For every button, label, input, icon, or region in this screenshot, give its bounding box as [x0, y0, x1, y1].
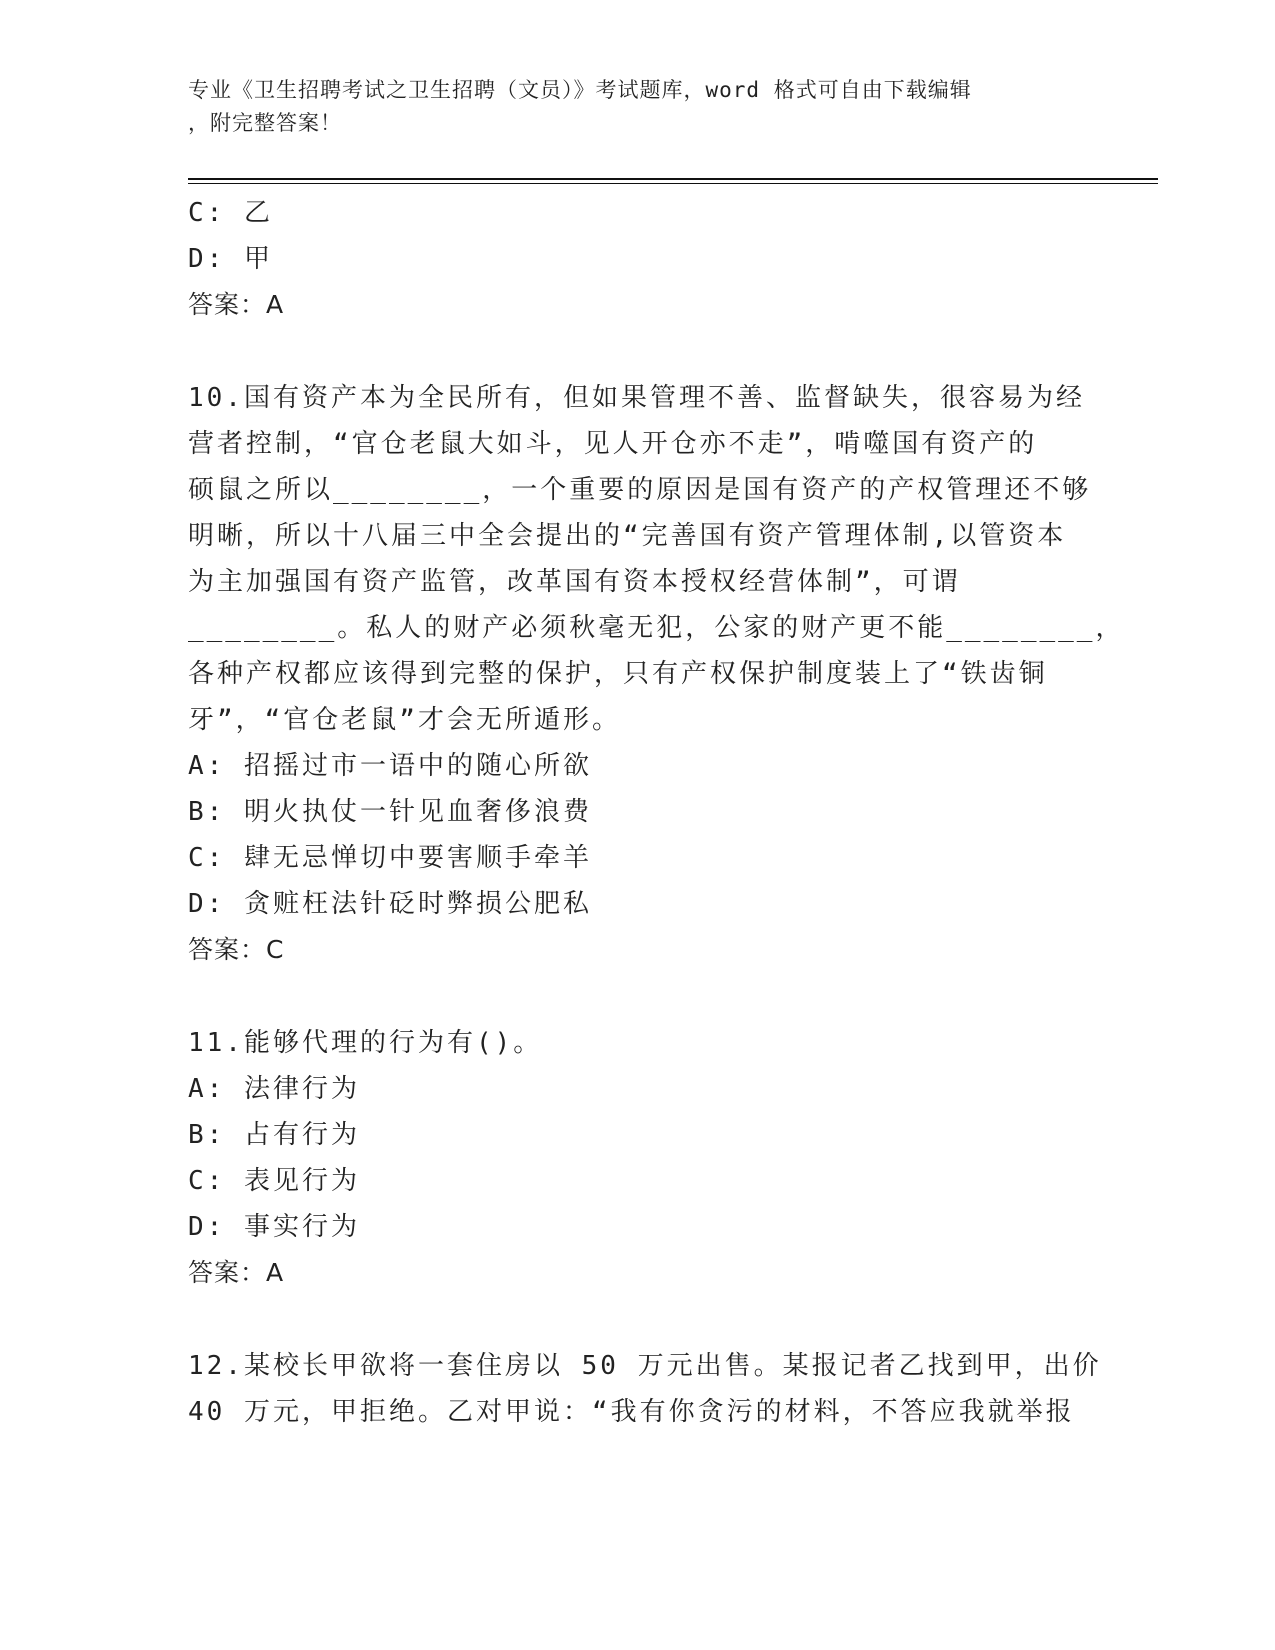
question-11-answer: 答案：A [188, 1258, 285, 1287]
option-d: D: 甲 [188, 244, 273, 274]
question-10-text-line: 硕鼠之所以________，一个重要的原因是国有资产的产权管理还不够 [188, 475, 1092, 505]
question-11 [188, 1020, 1088, 1296]
option-b: B: 占有行为 [188, 1120, 360, 1150]
question-10-text-line: ________。私人的财产必须秋毫无犯，公家的财产更不能________， [188, 613, 1125, 643]
option-c: C: 乙 [188, 198, 273, 228]
option-d: D: 贪赃枉法针砭时弊损公肥私 [188, 889, 592, 919]
page-header [188, 74, 1088, 140]
question-10-text-line: 明晰，所以十八届三中全会提出的“完善国有资产管理体制,以管资本 [188, 521, 1067, 551]
document-body [188, 190, 1125, 1435]
question-9-answer: 答案：A [188, 290, 285, 319]
question-11-options [188, 1066, 1088, 1250]
question-10 [188, 375, 1125, 973]
header-line-2: ，附完整答案！ [188, 111, 342, 135]
question-10-answer: 答案：C [188, 935, 285, 964]
question-12-text-line: 40 万元，甲拒绝。乙对甲说：“我有你贪污的材料，不答应我就举报 [188, 1397, 1075, 1427]
spacer [188, 973, 1088, 1020]
option-c: C: 肆无忌惮切中要害顺手牵羊 [188, 843, 592, 873]
question-9-options [188, 190, 1088, 282]
option-b: B: 明火执仗一针见血奢侈浪费 [188, 797, 592, 827]
question-10-options [188, 743, 1088, 927]
spacer [188, 1296, 1088, 1343]
question-10-text-line: 营者控制，“官仓老鼠大如斗，见人开仓亦不走”，啃噬国有资产的 [188, 429, 1038, 459]
spacer [188, 328, 1088, 375]
question-10-text-line: 为主加强国有资产监管，改革国有资本授权经营体制”，可谓 [188, 567, 961, 597]
question-10-text-line: 牙”，“官仓老鼠”才会无所遁形。 [188, 705, 621, 735]
header-line-1: 专业《卫生招聘考试之卫生招聘（文员）》考试题库，word 格式可自由下载编辑 [188, 78, 972, 102]
question-10-text-line: 各种产权都应该得到完整的保护，只有产权保护制度装上了“铁齿铜 [188, 659, 1048, 689]
header-divider-thick [188, 178, 1158, 180]
option-a: A: 法律行为 [188, 1074, 360, 1104]
question-9-tail [188, 190, 1088, 328]
question-12 [188, 1343, 1102, 1435]
option-d: D: 事实行为 [188, 1212, 360, 1242]
option-a: A: 招摇过市一语中的随心所欲 [188, 751, 592, 781]
header-divider-thin [188, 183, 1158, 184]
question-10-text-line: 10.国有资产本为全民所有，但如果管理不善、监督缺失，很容易为经 [188, 383, 1085, 413]
option-c: C: 表见行为 [188, 1166, 360, 1196]
question-11-text: 11.能够代理的行为有()。 [188, 1028, 543, 1058]
question-12-text-line: 12.某校长甲欲将一套住房以 50 万元出售。某报记者乙找到甲，出价 [188, 1351, 1102, 1381]
